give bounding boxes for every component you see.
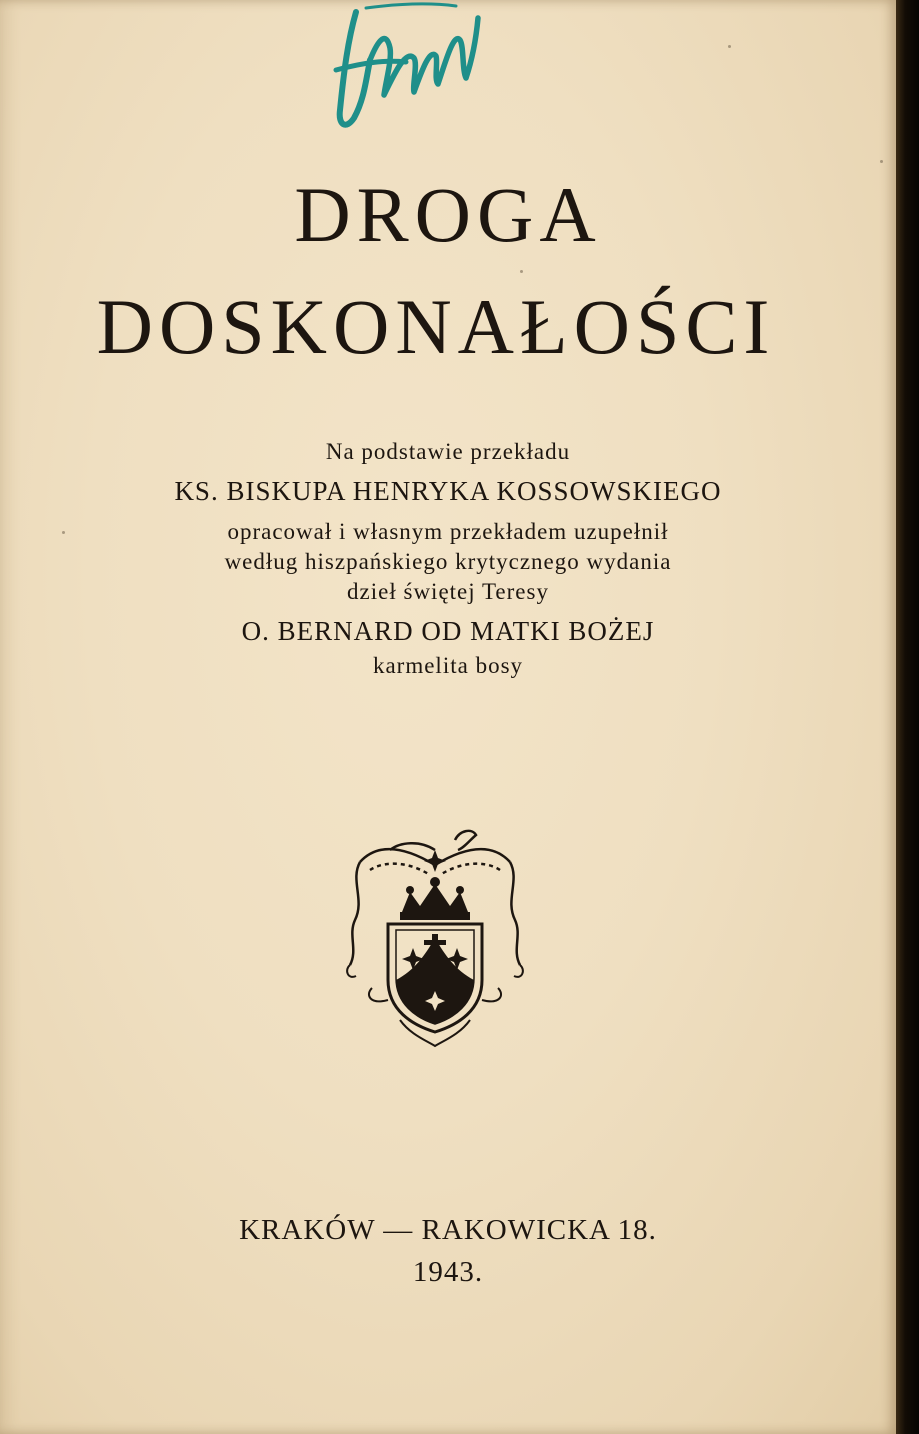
credit-line-6: O. BERNARD OD MATKI BOŻEJ [241,616,655,646]
paper-speck [728,45,731,48]
title-line-2: DOSKONAŁOŚCI [96,283,776,370]
title-line-1: DROGA [294,171,602,258]
publication-year: 1943. [412,1256,484,1288]
handwritten-signature [326,0,496,140]
credit-line-4: według hiszpańskiego krytycznego wydania [224,549,672,574]
credit-line-7: karmelita bosy [372,653,524,678]
credit-line-3: opracował i własnym przekładem uzupełnił [227,519,669,544]
publisher-place: KRAKÓW — RAKOWICKA 18. [239,1214,657,1246]
book-spine-edge [896,0,919,1434]
paper-speck [62,531,65,534]
paper-speck [520,270,523,273]
credit-line-5: dzieł świętej Teresy [347,579,549,604]
credit-line-1: Na podstawie przekładu [325,439,571,464]
credit-line-2: KS. BISKUPA HENRYKA KOSSOWSKIEGO [174,476,722,506]
paper-speck [880,160,883,163]
carmelite-coat-of-arms-icon [340,820,530,1050]
